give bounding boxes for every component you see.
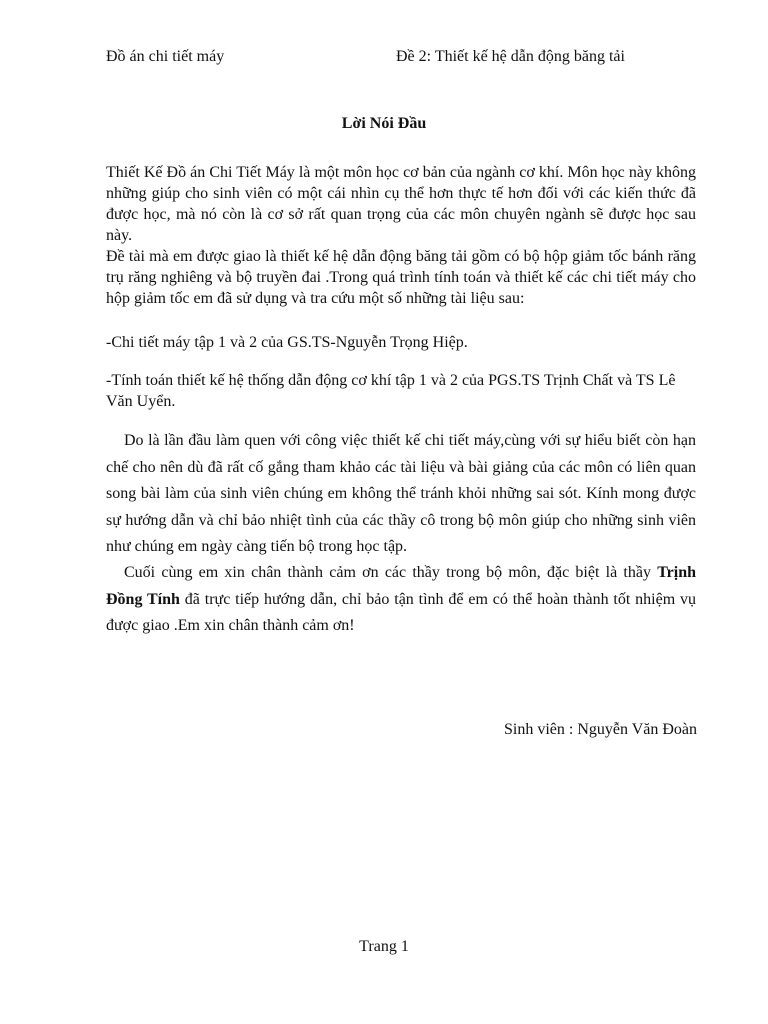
paragraph-intro: Thiết Kế Đồ án Chi Tiết Máy là một môn học cơ bản của ngành cơ khí. Môn học này không những giúp cho sinh viên có một cái nhìn cụ thể hơn thực tế hơn đối với các kiến thức đã được học, mà nó còn là cơ sở rất quan trọng của các môn chuyên ngành sẽ được học sau này. (106, 164, 696, 244)
thanks-text-start: Cuối cùng em xin chân thành cảm ơn các thầy trong bộ môn, đặc biệt là thầy (124, 564, 651, 581)
paragraph-thanks (106, 560, 696, 640)
supervisor-name: Trịnh Đồng Tính (106, 564, 697, 608)
page-title: Lời Nói Đầu (341, 115, 427, 132)
reference-1: -Chi tiết máy tập 1 và 2 của GS.TS-Nguyễn Trọng Hiệp. (106, 334, 468, 351)
student-signature: Sinh viên : Nguyễn Văn Đoàn (503, 721, 697, 738)
paragraph-apology: Do là lần đầu làm quen với công việc thiết kế chi tiết máy,cùng với sự hiểu biết còn hạn chế cho nên dù đã rất cố gắng tham khảo các tài liệu và bài giảng của các môn có liên quan song bài làm của sinh viên chúng em không thể tránh khỏi những sai sót. Kính mong được sự hướng dẫn và chỉ bảo nhiệt tình của các thầy cô trong bộ môn giúp cho những sinh viên như chúng em ngày càng tiến bộ trong học tập. (106, 432, 696, 555)
thanks-text-end: đã trực tiếp hướng dẫn, chỉ bảo tận tình để em có thể hoàn thành tốt nhiệm vụ được giao .Em xin chân thành cảm ơn! (106, 590, 697, 634)
header-course: Đồ án chi tiết máy (106, 48, 225, 65)
intro-section (106, 162, 696, 309)
reference-2: -Tính toán thiết kế hệ thống dẫn động cơ khí tập 1 và 2 của PGS.TS Trịnh Chất và TS Lê Văn Uyển. (106, 372, 676, 410)
header-topic: Đề 2: Thiết kế hệ dẫn động băng tải (396, 48, 625, 65)
page-number: Trang 1 (359, 938, 409, 955)
paragraph-topic: Đề tài mà em được giao là thiết kế hệ dẫn động băng tải gồm có bộ hộp giảm tốc bánh răng trụ răng nghiêng và bộ truyền đai .Trong quá trình tính toán và thiết kế các chi tiết máy cho hộp giảm tốc em đã sử dụng và tra cứu một số những tài liệu sau: (106, 248, 696, 307)
